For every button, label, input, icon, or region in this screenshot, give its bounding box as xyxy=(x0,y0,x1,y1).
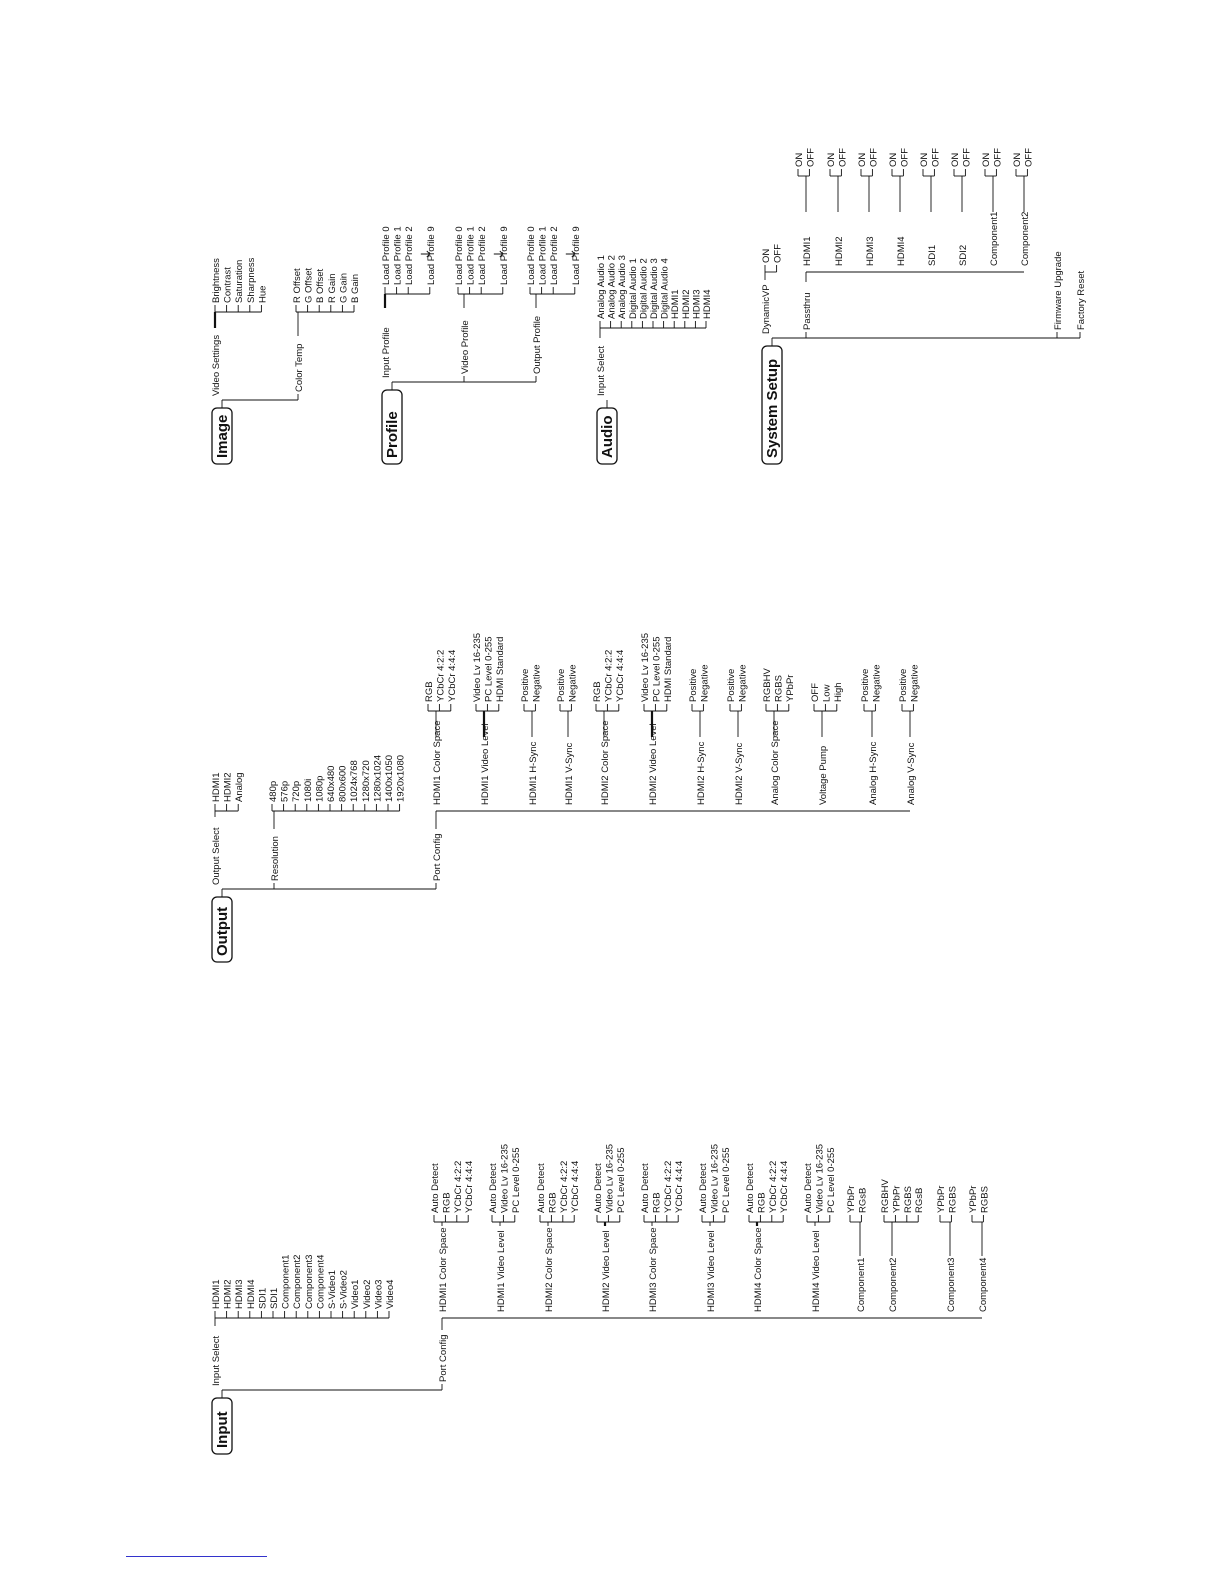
option-off: OFF xyxy=(961,148,973,167)
option-ycbcr-4-2-2: YCbCr 4:2:2 xyxy=(558,1160,570,1213)
submenu-factory-reset: Factory Reset xyxy=(1076,270,1087,330)
option-digital-audio-4: Digital Audio 4 xyxy=(659,258,671,319)
option-load-profile-9: Load Profile 9 xyxy=(498,226,510,285)
option-ycbcr-4-2-2: YCbCr 4:2:2 xyxy=(603,649,615,702)
option-analog-audio-2: Analog Audio 2 xyxy=(606,255,618,319)
option-off: OFF xyxy=(810,683,821,702)
option-component3: Component3 xyxy=(303,1254,315,1309)
port-hdmi4-video-level: HDMI4 Video Level xyxy=(811,1230,822,1312)
port-hdmi3-color-space: HDMI3 Color Space xyxy=(648,1227,659,1312)
option-off: OFF xyxy=(1023,148,1035,167)
option-load-profile-9: Load Profile 9 xyxy=(570,226,582,285)
option-video-lv-16-235: Video Lv 16-235 xyxy=(472,632,483,702)
port-component2: Component2 xyxy=(888,1257,899,1312)
menu-title-audio: Audio xyxy=(599,415,616,458)
option-off: OFF xyxy=(992,148,1004,167)
option-off: OFF xyxy=(837,148,849,167)
submenu-output-profile: Output Profile xyxy=(532,315,543,374)
submenu-firmware-upgrade: Firmware Upgrade xyxy=(1053,251,1064,330)
option-s-video2: S-Video2 xyxy=(338,1270,350,1309)
option-saturation: Saturation xyxy=(234,259,246,303)
option-rgbhv: RGBHV xyxy=(880,1179,891,1213)
port-hdmi2-color-space: HDMI2 Color Space xyxy=(544,1227,555,1312)
option-1400x1050: 1400x1050 xyxy=(384,754,395,802)
option-video-lv-16-235: Video Lv 16-235 xyxy=(709,1143,721,1213)
option-video-lv-16-235: Video Lv 16-235 xyxy=(814,1143,826,1213)
passthru-component1: Component1 xyxy=(989,211,1000,266)
option-off: OFF xyxy=(868,148,880,167)
option-sharpness: Sharpness xyxy=(245,257,257,303)
menu-title-profile: Profile xyxy=(384,411,401,458)
option-off: OFF xyxy=(805,148,817,167)
option-load-profile-1: Load Profile 1 xyxy=(465,226,477,285)
option-ycbcr-4-4-4: YCbCr 4:4:4 xyxy=(464,1160,476,1213)
option-1920x1080: 1920x1080 xyxy=(395,754,407,802)
passthru-component2: Component2 xyxy=(1020,211,1031,266)
port-hdmi1-video-level: HDMI1 Video Level xyxy=(496,1230,507,1312)
option-on: ON xyxy=(981,152,992,167)
submenu-port-config: Port Config xyxy=(432,833,443,881)
option-positive: Positive xyxy=(688,668,699,702)
passthru-sdi1: SDI1 xyxy=(927,244,938,266)
option-ycbcr-4-2-2: YCbCr 4:2:2 xyxy=(662,1160,674,1213)
option-load-profile-0: Load Profile 0 xyxy=(381,226,392,285)
option-ypbpr: YPbPr xyxy=(936,1185,947,1213)
passthru-hdmi1: HDMI1 xyxy=(802,236,813,266)
option-auto-detect: Auto Detect xyxy=(745,1163,756,1213)
option-negative: Negative xyxy=(871,664,883,702)
submenu-output-select: Output Select xyxy=(211,827,222,885)
option-rgb: RGB xyxy=(547,1192,559,1213)
option-s-video1: S-Video1 xyxy=(327,1270,338,1309)
option-digital-audio-3: Digital Audio 3 xyxy=(649,258,660,319)
option-hdmi2: HDMI2 xyxy=(222,1279,234,1309)
option-ypbpr: YPbPr xyxy=(846,1185,857,1213)
option-on: ON xyxy=(761,248,772,263)
option-640x480: 640x480 xyxy=(326,765,337,802)
option-ycbcr-4-4-4: YCbCr 4:4:4 xyxy=(674,1160,686,1213)
option-load-profile-9: Load Profile 9 xyxy=(425,226,437,285)
option-hdmi3: HDMI3 xyxy=(691,289,703,319)
option-component2: Component2 xyxy=(292,1254,304,1309)
submenu-port-config: Port Config xyxy=(438,1334,449,1382)
submenu-resolution: Resolution xyxy=(270,836,281,881)
option-ypbpr: YPbPr xyxy=(784,674,796,702)
option-load-profile-1: Load Profile 1 xyxy=(392,226,404,285)
option-480p: 480p xyxy=(268,780,279,802)
option-auto-detect: Auto Detect xyxy=(698,1163,709,1213)
option-1080p: 1080p xyxy=(314,775,326,802)
option-positive: Positive xyxy=(556,668,567,702)
footer-rule xyxy=(126,1556,267,1557)
port-hdmi2-color-space: HDMI2 Color Space xyxy=(600,720,611,805)
option-load-profile-0: Load Profile 0 xyxy=(526,226,537,285)
option-positive: Positive xyxy=(860,668,871,702)
port-hdmi1-v-sync: HDMI1 V-Sync xyxy=(564,742,575,805)
option-positive: Positive xyxy=(520,668,531,702)
option-pc-level-0-255: PC Level 0-255 xyxy=(720,1147,732,1213)
option-g-gain: G Gain xyxy=(338,272,350,303)
option-hdmi3: HDMI3 xyxy=(234,1279,246,1309)
option-negative: Negative xyxy=(531,664,543,702)
option-ycbcr-4-2-2: YCbCr 4:2:2 xyxy=(767,1160,779,1213)
submenu-input-select: Input Select xyxy=(211,1335,222,1386)
option-on: ON xyxy=(888,152,899,167)
option-hdmi2: HDMI2 xyxy=(222,772,234,802)
option-positive: Positive xyxy=(898,668,909,702)
option-hdmi-standard: HDMI Standard xyxy=(662,636,674,702)
option-on: ON xyxy=(794,152,805,167)
port-hdmi1-color-space: HDMI1 Color Space xyxy=(432,720,443,805)
option-576p: 576p xyxy=(279,780,291,802)
submenu-color-temp: Color Temp xyxy=(294,343,305,392)
option-negative: Negative xyxy=(737,664,749,702)
menu-title-system-setup: System Setup xyxy=(764,358,781,458)
submenu-video-profile: Video Profile xyxy=(460,320,471,374)
port-hdmi1-video-level: HDMI1 Video Level xyxy=(480,723,491,805)
option-1280x1024: 1280x1024 xyxy=(372,754,384,802)
port-component3: Component3 xyxy=(946,1257,957,1312)
option-sdi1: SDI1 xyxy=(257,1287,269,1309)
option-positive: Positive xyxy=(726,668,737,702)
submenu-input-profile: Input Profile xyxy=(381,327,392,378)
option-auto-detect: Auto Detect xyxy=(593,1163,604,1213)
option-ypbpr: YPbPr xyxy=(968,1185,979,1213)
option-1080i: 1080i xyxy=(302,778,314,802)
rotated-diagram-layer xyxy=(211,148,1087,1454)
option-auto-detect: Auto Detect xyxy=(640,1163,651,1213)
port-component4: Component4 xyxy=(978,1257,989,1312)
option-on: ON xyxy=(919,152,930,167)
option-video3: Video3 xyxy=(373,1279,385,1309)
option-ycbcr-4-4-4: YCbCr 4:4:4 xyxy=(446,649,458,702)
option-rgb: RGB xyxy=(441,1192,453,1213)
option-high: High xyxy=(832,682,844,702)
submenu-dynamicvp: DynamicVP xyxy=(761,284,772,334)
option-720p: 720p xyxy=(291,780,303,802)
option-b-gain: B Gain xyxy=(350,273,361,303)
option-rgsb: RGsB xyxy=(857,1187,869,1213)
option-r-gain: R Gain xyxy=(326,273,338,303)
submenu-audio-input-select: Input Select xyxy=(596,345,607,396)
option-digital-audio-1: Digital Audio 1 xyxy=(627,258,639,319)
option-g-offset: G Offset xyxy=(303,267,315,303)
option-load-profile-2: Load Profile 2 xyxy=(477,226,489,285)
port-hdmi2-v-sync: HDMI2 V-Sync xyxy=(734,742,745,805)
option-800x600: 800x600 xyxy=(337,765,349,802)
option-ycbcr-4-4-4: YCbCr 4:4:4 xyxy=(570,1160,582,1213)
port-hdmi1-h-sync: HDMI1 H-Sync xyxy=(528,741,539,805)
option-component1: Component1 xyxy=(280,1254,292,1309)
port-hdmi2-video-level: HDMI2 Video Level xyxy=(601,1230,612,1312)
option-negative: Negative xyxy=(567,664,579,702)
port-hdmi1-color-space: HDMI1 Color Space xyxy=(438,1227,449,1312)
option-negative: Negative xyxy=(909,664,921,702)
option-hdmi1: HDMI1 xyxy=(670,289,682,319)
option-digital-audio-2: Digital Audio 2 xyxy=(638,258,650,319)
option-hdmi1: HDMI1 xyxy=(211,1279,222,1309)
option-on: ON xyxy=(950,152,961,167)
option-low: Low xyxy=(821,684,833,702)
option-ycbcr-4-4-4: YCbCr 4:4:4 xyxy=(779,1160,791,1213)
option-hdmi-standard: HDMI Standard xyxy=(494,636,506,702)
option-ycbcr-4-2-2: YCbCr 4:2:2 xyxy=(435,649,447,702)
option-ycbcr-4-2-2: YCbCr 4:2:2 xyxy=(452,1160,464,1213)
option-1024x768: 1024x768 xyxy=(349,760,361,802)
option-component4: Component4 xyxy=(315,1254,327,1309)
option-rgb: RGB xyxy=(592,681,603,702)
option-r-offset: R Offset xyxy=(292,268,303,303)
option-off: OFF xyxy=(930,148,942,167)
option-ypbpr: YPbPr xyxy=(891,1185,903,1213)
option-pc-level-0-255: PC Level 0-255 xyxy=(483,636,495,702)
option-rgb: RGB xyxy=(651,1192,663,1213)
port-analog-h-sync: Analog H-Sync xyxy=(868,741,879,805)
option-on: ON xyxy=(1012,152,1023,167)
option-off: OFF xyxy=(772,244,784,263)
option-hue: Hue xyxy=(257,285,269,303)
option-video-lv-16-235: Video Lv 16-235 xyxy=(604,1143,616,1213)
option-hdmi4: HDMI4 xyxy=(702,289,713,319)
option-auto-detect: Auto Detect xyxy=(803,1163,814,1213)
option-video-lv-16-235: Video Lv 16-235 xyxy=(640,632,651,702)
option-auto-detect: Auto Detect xyxy=(488,1163,499,1213)
option-ycbcr-4-4-4: YCbCr 4:4:4 xyxy=(614,649,626,702)
passthru-hdmi4: HDMI4 xyxy=(896,236,907,266)
port-component1: Component1 xyxy=(856,1257,867,1312)
submenu-video-settings: Video Settings xyxy=(211,334,222,396)
option-video2: Video2 xyxy=(361,1279,373,1309)
option-hdmi1: HDMI1 xyxy=(211,772,222,802)
option-rgsb: RGsB xyxy=(914,1187,926,1213)
option-b-offset: B Offset xyxy=(315,268,327,303)
port-voltage-pump: Voltage Pump xyxy=(818,745,829,805)
option-rgbs: RGBS xyxy=(947,1186,959,1213)
option-auto-detect: Auto Detect xyxy=(536,1163,547,1213)
option-brightness: Brightness xyxy=(211,258,222,303)
option-load-profile-2: Load Profile 2 xyxy=(549,226,561,285)
port-analog-v-sync: Analog V-Sync xyxy=(906,742,917,805)
option-analog: Analog xyxy=(234,772,246,802)
menu-title-output: Output xyxy=(214,906,231,956)
port-hdmi2-h-sync: HDMI2 H-Sync xyxy=(696,741,707,805)
passthru-hdmi2: HDMI2 xyxy=(834,236,845,266)
port-hdmi4-color-space: HDMI4 Color Space xyxy=(753,1227,764,1312)
option-on: ON xyxy=(857,152,868,167)
option-video4: Video4 xyxy=(385,1279,396,1309)
option-pc-level-0-255: PC Level 0-255 xyxy=(615,1147,627,1213)
option-load-profile-2: Load Profile 2 xyxy=(404,226,416,285)
option-video1: Video1 xyxy=(350,1279,362,1309)
option-hdmi2: HDMI2 xyxy=(680,289,692,319)
option-analog-audio-1: Analog Audio 1 xyxy=(596,255,607,319)
option-analog-audio-3: Analog Audio 3 xyxy=(617,255,629,319)
submenu-passthru: Passthru xyxy=(802,292,813,330)
option-rgbs: RGBS xyxy=(979,1186,991,1213)
option-hdmi4: HDMI4 xyxy=(245,1279,257,1309)
passthru-sdi2: SDI2 xyxy=(958,244,969,266)
option-1280x720: 1280x720 xyxy=(360,760,372,802)
option-video-lv-16-235: Video Lv 16-235 xyxy=(499,1143,511,1213)
option-contrast: Contrast xyxy=(222,267,234,303)
port-analog-color-space: Analog Color Space xyxy=(770,720,781,805)
option-off: OFF xyxy=(899,148,911,167)
option-load-profile-1: Load Profile 1 xyxy=(537,226,549,285)
option-sdi1: SDI1 xyxy=(269,1287,280,1309)
port-hdmi2-video-level: HDMI2 Video Level xyxy=(648,723,659,805)
option-rgbs: RGBS xyxy=(902,1186,914,1213)
option-rgbs: RGBS xyxy=(773,675,785,702)
option-rgb: RGB xyxy=(756,1192,768,1213)
menu-title-input: Input xyxy=(214,1411,231,1448)
menu-title-image: Image xyxy=(214,414,231,458)
option-rgbhv: RGBHV xyxy=(762,668,773,702)
option-rgb: RGB xyxy=(424,681,435,702)
option-negative: Negative xyxy=(699,664,711,702)
option-pc-level-0-255: PC Level 0-255 xyxy=(510,1147,522,1213)
option-on: ON xyxy=(826,152,837,167)
option-load-profile-0: Load Profile 0 xyxy=(454,226,465,285)
port-hdmi3-video-level: HDMI3 Video Level xyxy=(706,1230,717,1312)
option-auto-detect: Auto Detect xyxy=(430,1163,441,1213)
passthru-hdmi3: HDMI3 xyxy=(865,236,876,266)
option-pc-level-0-255: PC Level 0-255 xyxy=(825,1147,837,1213)
option-pc-level-0-255: PC Level 0-255 xyxy=(651,636,663,702)
